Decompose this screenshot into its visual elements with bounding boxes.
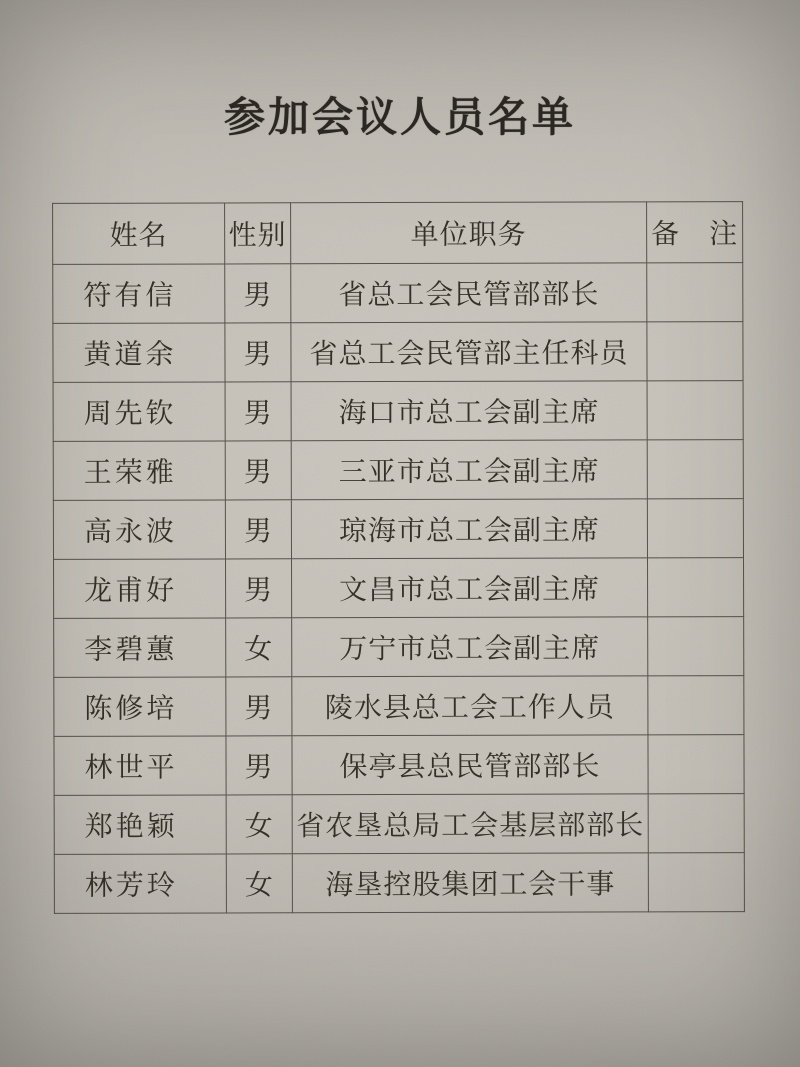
name-cell: 王荣雅 [53,441,225,500]
table-row [54,794,744,855]
position-cell: 三亚市总工会副主席 [291,440,647,500]
name-cell: 陈修培 [54,677,226,736]
table-row [53,322,743,383]
position-cell: 省总工会民管部部长 [291,263,647,323]
header-remark: 备 注 [647,202,743,263]
remark-cell [648,794,744,853]
table-row [53,263,743,324]
table-row [54,617,744,678]
position-cell: 琼海市总工会副主席 [291,499,647,559]
position-cell: 万宁市总工会副主席 [292,617,648,677]
table-header-row [53,202,743,265]
name-cell: 周先钦 [53,382,225,441]
position-cell: 陵水县总工会工作人员 [292,676,648,736]
remark-cell [648,676,744,735]
page-title: 参加会议人员名单 [224,94,576,140]
gender-cell: 男 [225,500,291,559]
table-row [54,676,744,737]
remark-cell [647,263,743,322]
remark-cell [648,558,744,617]
remark-cell [648,853,744,912]
table-row [54,853,744,914]
gender-cell: 男 [226,559,292,618]
gender-cell: 女 [226,618,292,677]
gender-cell: 男 [225,264,291,323]
position-cell: 省总工会民管部主任科员 [291,322,647,382]
header-name: 姓名 [53,203,225,264]
attendee-table [52,201,745,914]
remark-cell [647,440,743,499]
gender-cell: 女 [226,795,292,854]
gender-cell: 女 [226,854,292,913]
gender-cell: 男 [226,736,292,795]
remark-cell [647,381,743,440]
header-gender: 性别 [225,203,291,264]
position-cell: 海口市总工会副主席 [291,381,647,441]
remark-cell [647,322,743,381]
remark-cell [647,499,743,558]
name-cell: 林芳玲 [54,854,226,913]
position-cell: 省农垦总局工会基层部部长 [292,794,648,854]
table-row [53,440,743,501]
position-cell: 保亭县总民管部部长 [292,735,648,795]
name-cell: 李碧蕙 [54,618,226,677]
name-cell: 龙甫好 [54,559,226,618]
gender-cell: 男 [225,382,291,441]
name-cell: 高永波 [53,500,225,559]
table-row [54,558,744,619]
name-cell: 黄道余 [53,323,225,382]
remark-cell [648,617,744,676]
name-cell: 林世平 [54,736,226,795]
gender-cell: 男 [225,441,291,500]
name-cell: 符有信 [53,264,225,323]
table-row [54,735,744,796]
gender-cell: 男 [226,677,292,736]
name-cell: 郑艳颖 [54,795,226,854]
position-cell: 文昌市总工会副主席 [292,558,648,618]
table-row [53,499,743,560]
position-cell: 海垦控股集团工会干事 [292,853,648,913]
table-row [53,381,743,442]
header-position: 单位职务 [291,202,647,264]
remark-cell [648,735,744,794]
gender-cell: 男 [225,323,291,382]
